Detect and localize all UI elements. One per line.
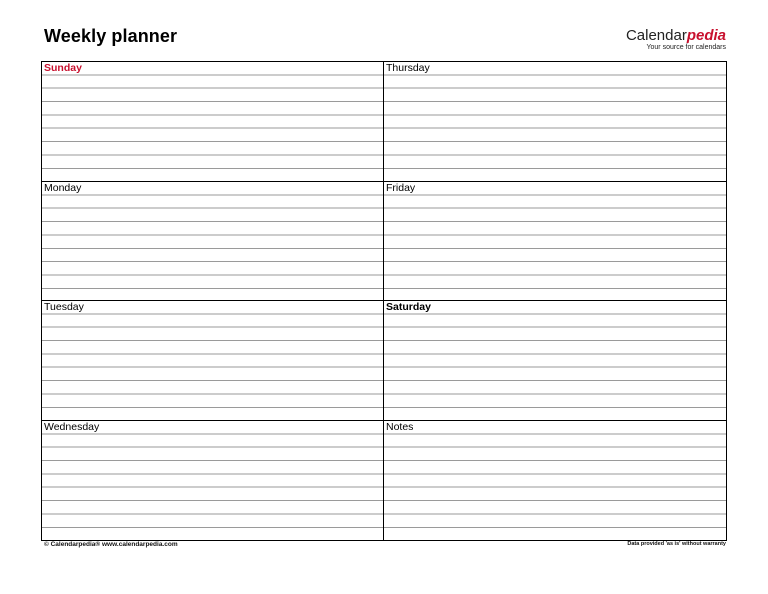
brand-logo xyxy=(626,28,726,52)
cell-monday[interactable] xyxy=(42,182,384,302)
cell-sunday[interactable] xyxy=(42,62,384,182)
planner-grid xyxy=(41,61,727,541)
cell-saturday[interactable] xyxy=(384,301,726,421)
label-monday: Monday xyxy=(44,181,82,194)
page-title: Weekly planner xyxy=(44,26,178,46)
cell-thursday[interactable] xyxy=(384,62,726,182)
brand-tagline: Your source for calendars xyxy=(646,44,726,51)
brand-name: Calendarpedia xyxy=(625,27,726,44)
label-sunday: Sunday xyxy=(44,62,82,74)
cell-notes[interactable] xyxy=(384,421,726,541)
cell-friday[interactable] xyxy=(384,182,726,302)
label-wednesday: Wednesday xyxy=(44,420,100,433)
label-friday: Friday xyxy=(386,181,416,194)
footer-disclaimer: Data provided 'as is' without warranty xyxy=(627,541,726,547)
label-thursday: Thursday xyxy=(386,62,430,74)
cell-tuesday[interactable] xyxy=(42,301,384,421)
label-notes: Notes xyxy=(386,420,414,433)
cell-wednesday[interactable] xyxy=(42,421,384,541)
footer-copyright: © Calendarpedia® www.calendarpedia.com xyxy=(44,541,178,548)
label-tuesday: Tuesday xyxy=(44,301,84,313)
label-saturday: Saturday xyxy=(386,301,431,313)
